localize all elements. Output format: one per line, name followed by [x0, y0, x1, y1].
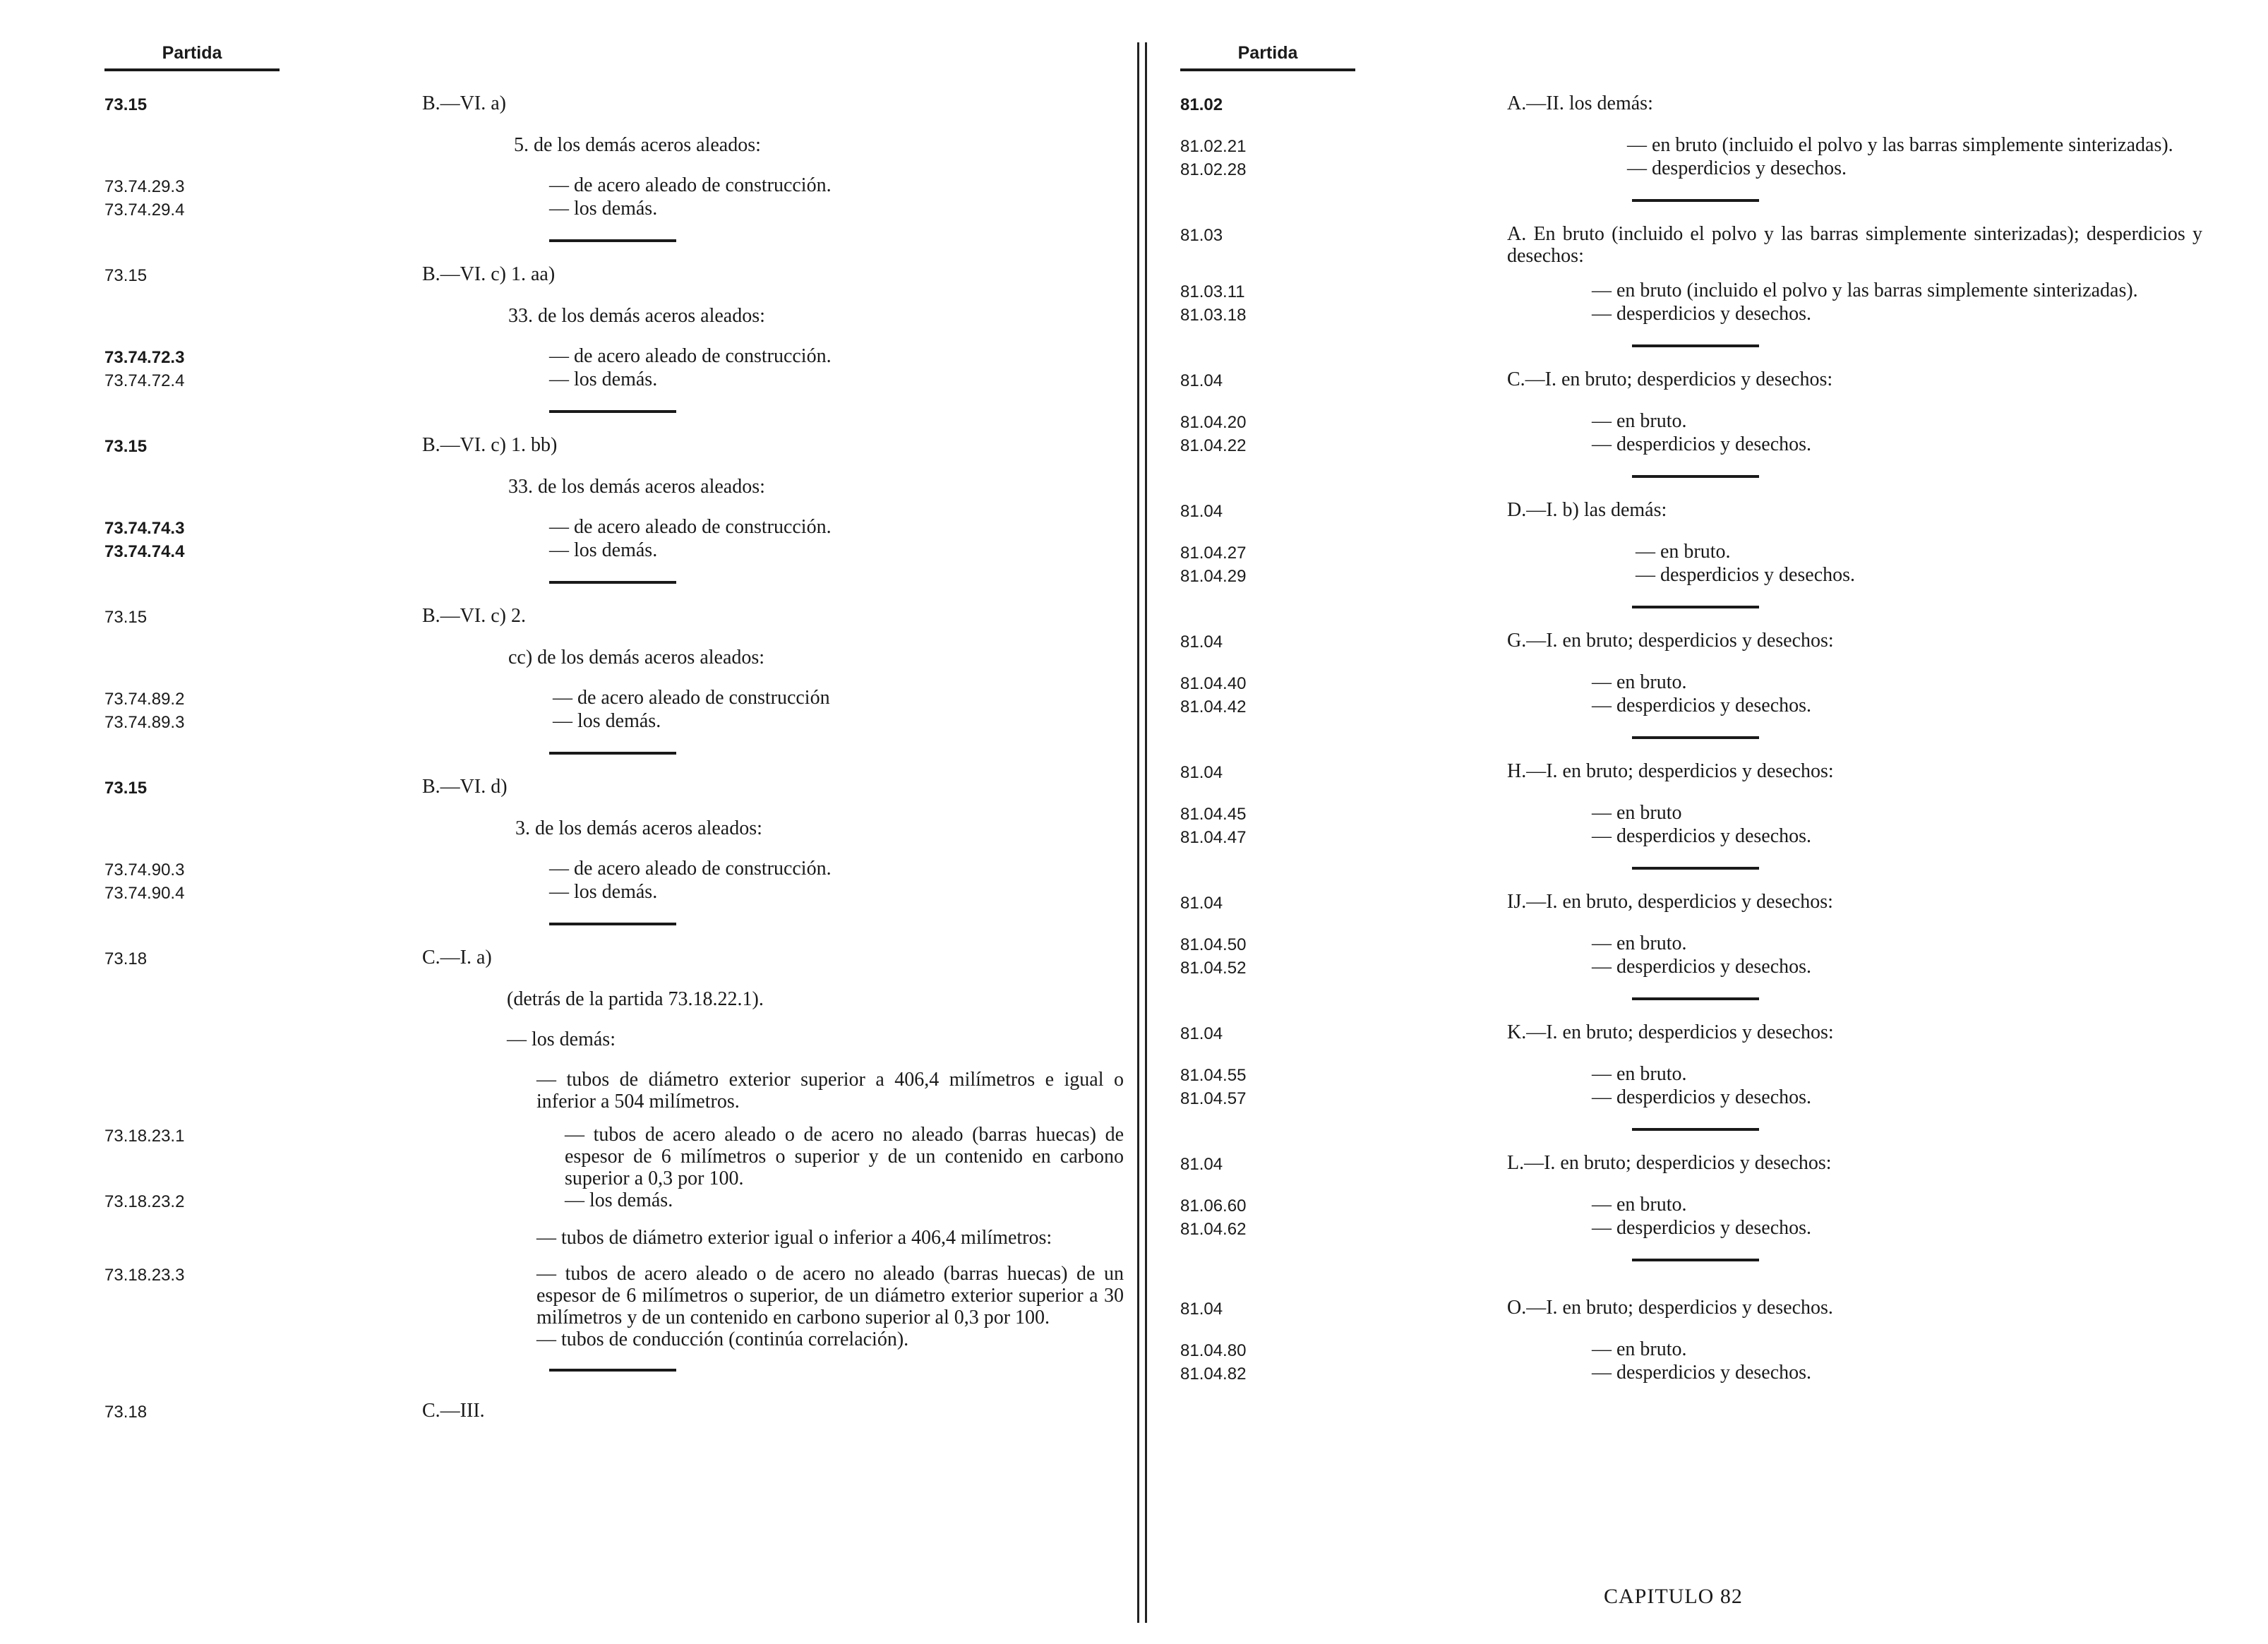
item-text: — desperdicios y desechos. — [1592, 1217, 1812, 1239]
entry-subheading: 3. de los demás aceros aleados: — [515, 817, 762, 839]
item-code: 73.74.29.3 — [104, 177, 185, 196]
item-code: 73.18.23.2 — [104, 1192, 185, 1211]
partida-code: 81.04 — [1180, 632, 1223, 652]
partida-code: 81.04 — [1180, 1024, 1223, 1043]
item-code: 73.18.23.3 — [104, 1266, 185, 1285]
partida-code: 81.03 — [1180, 226, 1223, 245]
left-column — [104, 42, 1124, 1426]
right-column — [1180, 42, 2202, 1388]
partida-code: 73.15 — [104, 779, 148, 798]
item-text: — de acero aleado de construcción — [553, 687, 830, 709]
entry-subheading: cc) de los demás aceros aleados: — [508, 647, 765, 668]
partida-code: 73.15 — [104, 266, 148, 285]
tariff-entry — [1180, 630, 2202, 760]
item-text: — desperdicios y desechos. — [1592, 825, 1812, 847]
item-text: — en bruto. — [1636, 541, 1731, 563]
partida-code: 81.02 — [1180, 95, 1223, 114]
item-text: — los demás. — [553, 710, 661, 732]
entry-heading: H.—I. en bruto; desperdicios y desechos: — [1507, 760, 1834, 782]
entry-separator — [1632, 344, 1759, 347]
column-divider — [1137, 42, 1139, 1623]
item-text: — desperdicios y desechos. — [1636, 564, 1856, 586]
partida-code: 81.04 — [1180, 894, 1223, 913]
item-code: 81.04.52 — [1180, 959, 1247, 978]
tariff-entry — [104, 1400, 1124, 1426]
item-text: — los demás. — [549, 881, 658, 903]
item-code: 81.04.55 — [1180, 1066, 1247, 1085]
item-code: 73.74.89.2 — [104, 690, 185, 709]
tariff-entry — [1180, 499, 2202, 630]
column-divider — [1145, 42, 1147, 1623]
item-text: — de acero aleado de construcción. — [549, 516, 832, 538]
item-text: — desperdicios y desechos. — [1592, 695, 1812, 716]
partida-code: 73.15 — [104, 95, 148, 114]
item-code: 81.06.60 — [1180, 1196, 1247, 1216]
tariff-entry — [1180, 1021, 2202, 1152]
entry-separator — [549, 410, 676, 413]
item-code: 81.02.28 — [1180, 160, 1247, 179]
partida-code: 81.04 — [1180, 1155, 1223, 1174]
item-code: 73.74.89.3 — [104, 713, 185, 732]
entry-separator — [1632, 606, 1759, 608]
chapter-heading: CAPITULO 82 — [1604, 1585, 1743, 1608]
item-text: — en bruto. — [1592, 1338, 1687, 1360]
entry-subheading: 33. de los demás aceros aleados: — [508, 476, 765, 498]
entry-heading: B.—VI. c) 2. — [422, 605, 526, 627]
item-text: — tubos de acero aleado o de acero no aleado (barras huecas) de espesor de 6 milímetros o superior y de un contenido en carbono superior a 0,3 por 100. — [565, 1124, 1124, 1189]
entry-separator — [1632, 1128, 1759, 1131]
entry-heading: IJ.—I. en bruto, desperdicios y desechos: — [1507, 891, 1833, 913]
item-code: 73.74.74.4 — [104, 542, 185, 561]
partida-code: 73.18 — [104, 949, 148, 968]
entry-separator — [1632, 1259, 1759, 1261]
entry-separator — [549, 752, 676, 755]
item-code: 81.04.29 — [1180, 567, 1247, 586]
item-text: — desperdicios y desechos. — [1592, 1086, 1812, 1108]
item-code: 81.04.42 — [1180, 697, 1247, 716]
entry-heading: O.—I. en bruto; desperdicios y desechos. — [1507, 1297, 1833, 1319]
item-text: — desperdicios y desechos. — [1592, 1362, 1812, 1384]
entry-line: — tubos de diámetro exterior igual o inferior a 406,4 milímetros: — [536, 1227, 1052, 1249]
item-text: — desperdicios y desechos. — [1592, 303, 1812, 325]
tariff-entry — [1180, 92, 2202, 223]
entry-heading: B.—VI. c) 1. bb) — [422, 434, 558, 456]
item-text: — en bruto. — [1592, 932, 1687, 954]
tariff-entry — [1180, 1152, 2202, 1283]
partida-code: 73.15 — [104, 608, 148, 627]
item-code: 73.74.74.3 — [104, 519, 185, 538]
item-text: — de acero aleado de construcción. — [549, 345, 832, 367]
item-code: 81.04.40 — [1180, 674, 1247, 693]
entry-separator — [1632, 199, 1759, 202]
item-text: — en bruto — [1592, 802, 1682, 824]
item-code: 73.74.90.3 — [104, 860, 185, 880]
item-text: — en bruto (incluido el polvo y las barras simplemente sinterizadas). — [1627, 134, 2173, 156]
entry-heading: C.—I. a) — [422, 947, 492, 968]
entry-note: (detrás de la partida 73.18.22.1). — [507, 988, 764, 1010]
item-code: 73.18.23.1 — [104, 1127, 185, 1146]
entry-separator — [549, 581, 676, 584]
entry-line: — los demás: — [507, 1028, 616, 1050]
item-code: 81.04.57 — [1180, 1089, 1247, 1108]
tariff-entry — [1180, 760, 2202, 891]
item-text: — de acero aleado de construcción. — [549, 174, 832, 196]
entry-separator — [1632, 475, 1759, 478]
item-code: 81.04.47 — [1180, 828, 1247, 847]
item-code: 81.04.80 — [1180, 1341, 1247, 1360]
entry-heading: B.—VI. c) 1. aa) — [422, 263, 556, 285]
item-code: 73.74.29.4 — [104, 200, 185, 220]
partida-code: 81.04 — [1180, 1300, 1223, 1319]
entry-separator — [1632, 867, 1759, 870]
item-text: — tubos de conducción (continúa correlación). — [536, 1328, 909, 1350]
partida-code: 81.04 — [1180, 371, 1223, 390]
tariff-entry — [104, 947, 1124, 1393]
item-text: — desperdicios y desechos. — [1627, 157, 1847, 179]
tariff-entry — [104, 605, 1124, 776]
entry-separator — [1632, 736, 1759, 739]
item-text: — en bruto. — [1592, 1063, 1687, 1085]
partida-code: 73.18 — [104, 1403, 148, 1422]
item-text: — los demás. — [549, 539, 658, 561]
item-code: 81.03.11 — [1180, 282, 1245, 301]
tariff-entry — [1180, 223, 2202, 368]
column-header: Partida — [1180, 42, 1355, 71]
tariff-entry — [104, 263, 1124, 434]
tariff-entry — [104, 776, 1124, 947]
item-code — [104, 1328, 281, 1330]
item-text: — tubos de acero aleado o de acero no aleado (barras huecas) de un espesor de 6 milímetros o superior, de un diámetro exterior superior a 30 milímetros y de un contenido en carbono superior al 0,3 por 100. — [536, 1263, 1124, 1328]
entry-line: — tubos de diámetro exterior superior a 406,4 milímetros e igual o inferior a 504 milímetros. — [536, 1069, 1124, 1112]
item-text: — los demás. — [549, 198, 658, 220]
item-text: — en bruto. — [1592, 671, 1687, 693]
entry-heading: G.—I. en bruto; desperdicios y desechos: — [1507, 630, 1834, 652]
item-text: — en bruto. — [1592, 1194, 1687, 1216]
item-code: 73.74.72.3 — [104, 348, 185, 367]
entry-separator — [1632, 997, 1759, 1000]
tariff-entry — [1180, 891, 2202, 1021]
entry-separator — [549, 239, 676, 242]
entry-heading: K.—I. en bruto; desperdicios y desechos: — [1507, 1021, 1834, 1043]
item-text: — desperdicios y desechos. — [1592, 956, 1812, 978]
item-text: — en bruto. — [1592, 410, 1687, 432]
item-code: 81.04.82 — [1180, 1364, 1247, 1384]
item-text: — los demás. — [565, 1189, 673, 1211]
entry-heading: A. En bruto (incluido el polvo y las barras simplemente sinterizadas); desperdicios y desechos: — [1507, 223, 2202, 267]
partida-code: 81.04 — [1180, 502, 1223, 521]
item-code: 73.74.72.4 — [104, 371, 185, 390]
item-code: 81.02.21 — [1180, 137, 1247, 156]
entry-heading: L.—I. en bruto; desperdicios y desechos: — [1507, 1152, 1832, 1174]
item-text: — en bruto (incluido el polvo y las barras simplemente sinterizadas). — [1592, 280, 2138, 301]
entry-heading: B.—VI. a) — [422, 92, 506, 114]
partida-code: 81.04 — [1180, 763, 1223, 782]
item-code: 81.03.18 — [1180, 306, 1247, 325]
item-code: 73.74.90.4 — [104, 884, 185, 903]
entry-heading: A.—II. los demás: — [1507, 92, 1653, 114]
partida-code: 73.15 — [104, 437, 148, 456]
item-code: 81.04.20 — [1180, 413, 1247, 432]
item-code: 81.04.50 — [1180, 935, 1247, 954]
entry-separator — [549, 923, 676, 925]
entry-heading: C.—I. en bruto; desperdicios y desechos: — [1507, 368, 1833, 390]
entry-subheading: 5. de los demás aceros aleados: — [514, 134, 761, 156]
item-code: 81.04.45 — [1180, 805, 1247, 824]
entry-heading: B.—VI. d) — [422, 776, 508, 798]
entry-heading: D.—I. b) las demás: — [1507, 499, 1667, 521]
item-text: — los demás. — [549, 368, 658, 390]
item-text: — de acero aleado de construcción. — [549, 858, 832, 880]
tariff-entry — [1180, 368, 2202, 499]
tariff-entry — [104, 92, 1124, 263]
item-text: — desperdicios y desechos. — [1592, 433, 1812, 455]
column-header: Partida — [104, 42, 280, 71]
item-code: 81.04.62 — [1180, 1220, 1247, 1239]
entry-subheading: 33. de los demás aceros aleados: — [508, 305, 765, 327]
tariff-entry — [1180, 1297, 2202, 1388]
item-code: 81.04.22 — [1180, 436, 1247, 455]
entry-separator — [549, 1369, 676, 1372]
tariff-entry — [104, 434, 1124, 605]
item-code: 81.04.27 — [1180, 544, 1247, 563]
entry-heading: C.—III. — [422, 1400, 485, 1422]
